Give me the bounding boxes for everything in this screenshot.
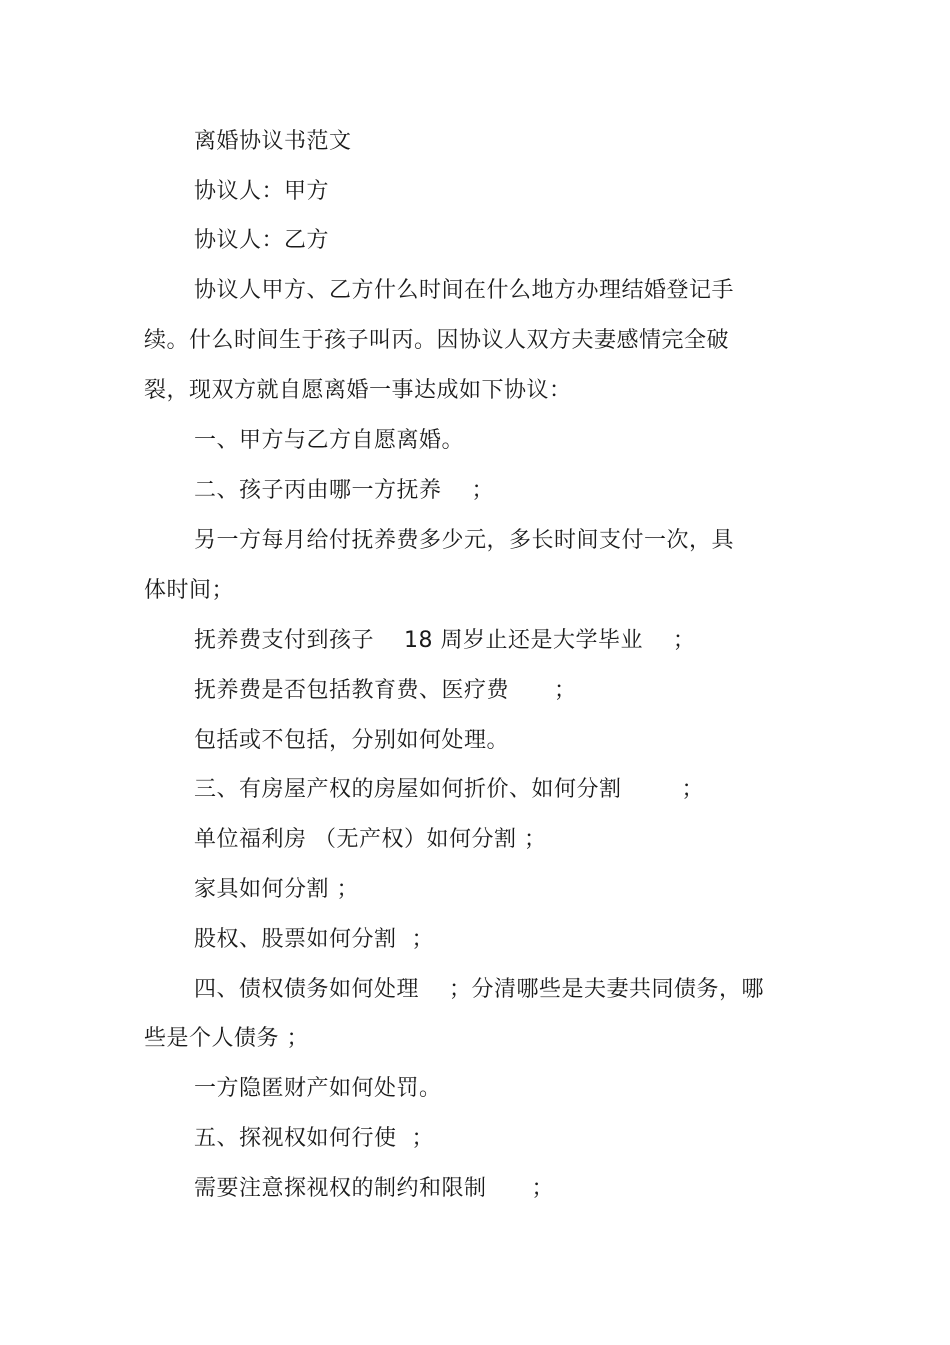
clause-3-detail-2: 家具如何分割 ；	[194, 877, 359, 902]
clause-5-detail-1: 需要注意探视权的制约和限制 ；	[194, 1176, 554, 1201]
clause-4-detail-1: 一方隐匿财产如何处罚。	[194, 1076, 442, 1101]
clause-2-detail-4: 包括或不包括，分别如何处理。	[194, 728, 510, 753]
clause-3-detail-1: 单位福利房 （无产权）如何分割 ；	[194, 827, 547, 852]
clause-2-detail-3: 抚养费是否包括教育费、医疗费 ；	[194, 678, 577, 703]
clause-4-cont: 些是个人债务 ；	[144, 1026, 309, 1051]
preamble-line-2: 续。什么时间生于孩子叫丙。因协议人双方夫妻感情完全破	[144, 328, 730, 353]
clause-2-detail-1-cont: 体时间；	[144, 578, 235, 603]
party-a-line: 协议人：甲方	[194, 179, 330, 204]
party-b-line: 协议人：乙方	[194, 228, 330, 253]
preamble-line-1: 协议人甲方、乙方什么时间在什么地方办理结婚登记手	[194, 278, 735, 303]
document-title: 离婚协议书范文	[194, 129, 352, 154]
clause-1: 一、甲方与乙方自愿离婚。	[194, 428, 465, 453]
preamble-line-3: 裂，现双方就自愿离婚一事达成如下协议：	[144, 378, 572, 403]
clause-4: 四、债权债务如何处理 ；分清哪些是夫妻共同债务，哪	[194, 977, 764, 1002]
clause-2: 二、孩子丙由哪一方抚养 ；	[194, 478, 494, 503]
clause-2-detail-2: 抚养费支付到孩子 18 周岁止还是大学毕业 ；	[194, 628, 696, 653]
clause-5: 五、探视权如何行使 ；	[194, 1126, 434, 1151]
clause-3-detail-3: 股权、股票如何分割 ；	[194, 927, 434, 952]
clause-2-detail-1: 另一方每月给付抚养费多少元，多长时间支付一次，具	[194, 528, 735, 553]
clause-3: 三、有房屋产权的房屋如何折价、如何分割 ；	[194, 777, 704, 802]
